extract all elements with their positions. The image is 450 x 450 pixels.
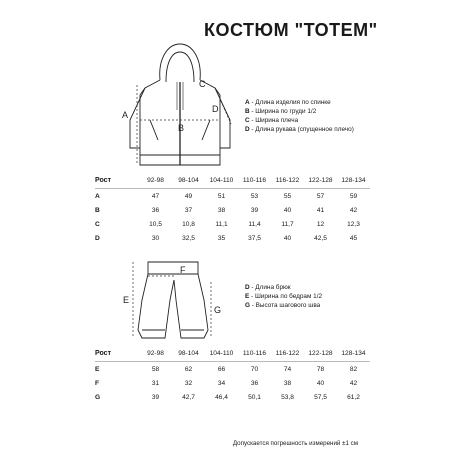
legend-item: G - Высота шагового шва xyxy=(245,302,321,309)
pants-dim-e: E xyxy=(123,295,130,305)
table-cell: 42,7 xyxy=(182,393,195,401)
table-cell: 82 xyxy=(349,365,358,373)
table-cell: 42 xyxy=(349,379,358,387)
pants-dim-f: F xyxy=(180,265,186,275)
table-cell: 40 xyxy=(283,234,292,242)
size-header: 110-116 xyxy=(238,346,271,362)
table-cell: 41 xyxy=(316,206,325,214)
legend-item: E - Ширина по бедрам 1/2 xyxy=(245,293,323,300)
legend-item: B - Ширина по груди 1/2 xyxy=(245,108,317,115)
table-row xyxy=(95,376,370,390)
table-cell: 78 xyxy=(316,365,325,373)
table-cell: 12,3 xyxy=(347,220,360,228)
table-cell: 11,7 xyxy=(281,220,294,228)
table-cell: 31 xyxy=(151,379,160,387)
row-label: Рост xyxy=(95,173,139,189)
table-cell: 40 xyxy=(316,379,325,387)
pants-legend xyxy=(245,283,322,310)
jacket-dim-b: B xyxy=(178,123,185,133)
jacket-dim-c: C xyxy=(199,79,206,89)
legend-item: C - Ширина плеча xyxy=(245,117,299,124)
size-header: 116-122 xyxy=(271,346,304,362)
row-label: G xyxy=(95,393,101,401)
size-header: 104-110 xyxy=(205,173,238,189)
table-cell: 39 xyxy=(151,393,160,401)
table-cell: 66 xyxy=(217,365,226,373)
row-label: E xyxy=(95,365,100,373)
row-label: D xyxy=(95,234,100,242)
size-header: 128-134 xyxy=(337,346,370,362)
table-cell: 30 xyxy=(151,234,160,242)
table-cell: 36 xyxy=(151,206,160,214)
size-header: 92-98 xyxy=(139,346,172,362)
pants-size-table xyxy=(95,346,370,404)
table-cell: 62 xyxy=(184,365,193,373)
size-header: 122-128 xyxy=(304,346,337,362)
table-cell: 32 xyxy=(184,379,193,387)
table-cell: 10,5 xyxy=(149,220,162,228)
legend-item: A - Длина изделия по спинке xyxy=(245,99,331,106)
table-header-row xyxy=(95,346,370,362)
page-title: КОСТЮМ "ТОТЕМ" xyxy=(204,20,378,40)
size-header: 128-134 xyxy=(337,173,370,189)
table-cell: 11,1 xyxy=(215,220,228,228)
size-header: 116-122 xyxy=(271,173,304,189)
table-cell: 53,8 xyxy=(281,393,294,401)
jacket-dim-d: D xyxy=(212,104,219,114)
pants-dim-g: G xyxy=(214,305,222,315)
size-header: 92-98 xyxy=(139,173,172,189)
size-header: 110-116 xyxy=(238,173,271,189)
table-cell: 32,5 xyxy=(182,234,195,242)
table-cell: 38 xyxy=(283,379,292,387)
size-header: 104-110 xyxy=(205,346,238,362)
table-cell: 34 xyxy=(217,379,226,387)
table-cell: 74 xyxy=(283,365,292,373)
table-cell: 49 xyxy=(184,192,193,200)
row-label: F xyxy=(95,379,100,387)
table-cell: 58 xyxy=(151,365,160,373)
row-label: C xyxy=(95,220,100,228)
table-cell: 10,8 xyxy=(182,220,195,228)
table-row xyxy=(95,390,370,404)
table-cell: 40 xyxy=(283,206,292,214)
tolerance-note: Допускается погрешность измерений ±1 см xyxy=(232,440,358,447)
table-cell: 57,5 xyxy=(314,393,327,401)
table-cell: 57 xyxy=(316,192,325,200)
table-cell: 35 xyxy=(217,234,226,242)
table-cell: 47 xyxy=(151,192,160,200)
table-cell: 55 xyxy=(283,192,292,200)
legend-item: D - Длина брюк xyxy=(245,284,291,291)
row-label: B xyxy=(95,206,100,214)
legend-item: D - Длина рукава (спущенное плечо) xyxy=(245,126,354,133)
table-cell: 42,5 xyxy=(314,234,327,242)
table-cell: 12 xyxy=(316,220,325,228)
table-cell: 59 xyxy=(349,192,358,200)
size-header: 98-104 xyxy=(172,173,205,189)
table-row xyxy=(95,362,370,377)
table-cell: 37,5 xyxy=(248,234,261,242)
table-cell: 46,4 xyxy=(215,393,228,401)
table-cell: 42 xyxy=(349,206,358,214)
row-label: Рост xyxy=(95,346,139,362)
table-cell: 38 xyxy=(217,206,226,214)
table-cell: 45 xyxy=(349,234,358,242)
table-cell: 50,1 xyxy=(248,393,261,401)
size-header: 122-128 xyxy=(304,173,337,189)
size-header: 98-104 xyxy=(172,346,205,362)
table-cell: 61,2 xyxy=(347,393,360,401)
table-cell: 53 xyxy=(250,192,259,200)
table-cell: 70 xyxy=(250,365,259,373)
table-cell: 51 xyxy=(217,192,226,200)
jacket-dim-a: A xyxy=(122,110,129,120)
table-cell: 37 xyxy=(184,206,193,214)
table-cell: 11,4 xyxy=(248,220,261,228)
table-cell: 39 xyxy=(250,206,259,214)
table-cell: 36 xyxy=(250,379,259,387)
row-label: A xyxy=(95,192,100,200)
